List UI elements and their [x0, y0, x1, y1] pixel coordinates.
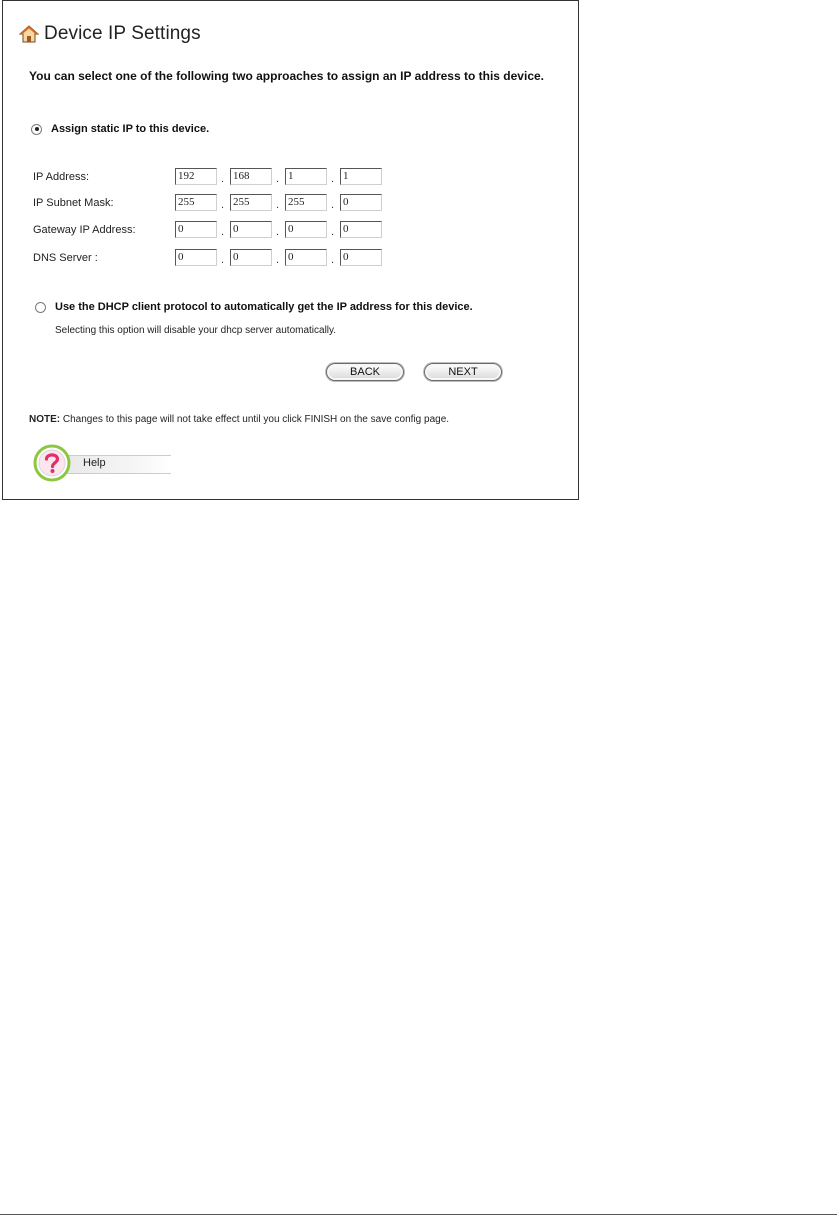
octet-separator: .: [276, 226, 280, 238]
back-button[interactable]: BACK: [326, 363, 404, 381]
dns-server-octet-1[interactable]: 0: [175, 249, 217, 266]
dhcp-radio[interactable]: [35, 302, 46, 313]
octet-separator: .: [221, 254, 225, 266]
ip-address-octet-4[interactable]: 1: [340, 168, 382, 185]
note-prefix: NOTE:: [29, 414, 61, 425]
gateway-ip-octet-1[interactable]: 0: [175, 221, 217, 238]
dhcp-option[interactable]: [35, 301, 473, 313]
dns-server-octet-3[interactable]: 0: [285, 249, 327, 266]
dhcp-note: Selecting this option will disable your dhcp server automatically.: [55, 325, 337, 336]
gateway-ip-octet-3[interactable]: 0: [285, 221, 327, 238]
subnet-mask-octet-4[interactable]: 0: [340, 194, 382, 211]
gateway-ip-octet-2[interactable]: 0: [230, 221, 272, 238]
subnet-mask-octet-2[interactable]: 255: [230, 194, 272, 211]
next-button[interactable]: NEXT: [424, 363, 502, 381]
save-note: [29, 413, 509, 426]
device-ip-settings-panel: [2, 0, 579, 500]
static-ip-option[interactable]: [31, 123, 209, 135]
ip-address-octet-3[interactable]: 1: [285, 168, 327, 185]
note-text: Changes to this page will not take effect until you click FINISH on the save config page.: [60, 414, 450, 425]
ip-address-octet-1[interactable]: 192: [175, 168, 217, 185]
octet-separator: .: [331, 199, 335, 211]
octet-separator: .: [276, 173, 280, 185]
subnet-mask-octet-1[interactable]: 255: [175, 194, 217, 211]
static-ip-label: Assign static IP to this device.: [51, 123, 210, 135]
octet-separator: .: [331, 226, 335, 238]
octet-separator: .: [221, 199, 225, 211]
octet-separator: .: [331, 254, 335, 266]
octet-separator: .: [221, 173, 225, 185]
octet-separator: .: [276, 199, 280, 211]
page-divider: [0, 1214, 837, 1215]
help-icon[interactable]: [33, 444, 71, 482]
intro-text: You can select one of the following two approaches to assign an IP address to this device.: [29, 69, 544, 83]
gateway-ip-octet-4[interactable]: 0: [340, 221, 382, 238]
ip-address-octet-2[interactable]: 168: [230, 168, 272, 185]
subnet-mask-octet-3[interactable]: 255: [285, 194, 327, 211]
static-ip-radio[interactable]: [31, 124, 42, 135]
help-label: Help: [83, 457, 106, 469]
subnet-mask-label: IP Subnet Mask:: [33, 197, 114, 209]
ip-address-label: IP Address:: [33, 171, 90, 183]
dns-server-label: DNS Server :: [33, 252, 98, 264]
gateway-ip-label: Gateway IP Address:: [33, 224, 136, 236]
dns-server-octet-4[interactable]: 0: [340, 249, 382, 266]
dns-server-octet-2[interactable]: 0: [230, 249, 272, 266]
dhcp-label: Use the DHCP client protocol to automatically get the IP address for this device.: [55, 301, 473, 313]
help-link[interactable]: [33, 444, 173, 484]
octet-separator: .: [221, 226, 225, 238]
page-title: Device IP Settings: [44, 23, 201, 44]
octet-separator: .: [276, 254, 280, 266]
page-header: [19, 21, 201, 47]
octet-separator: .: [331, 173, 335, 185]
home-icon[interactable]: [19, 24, 39, 44]
